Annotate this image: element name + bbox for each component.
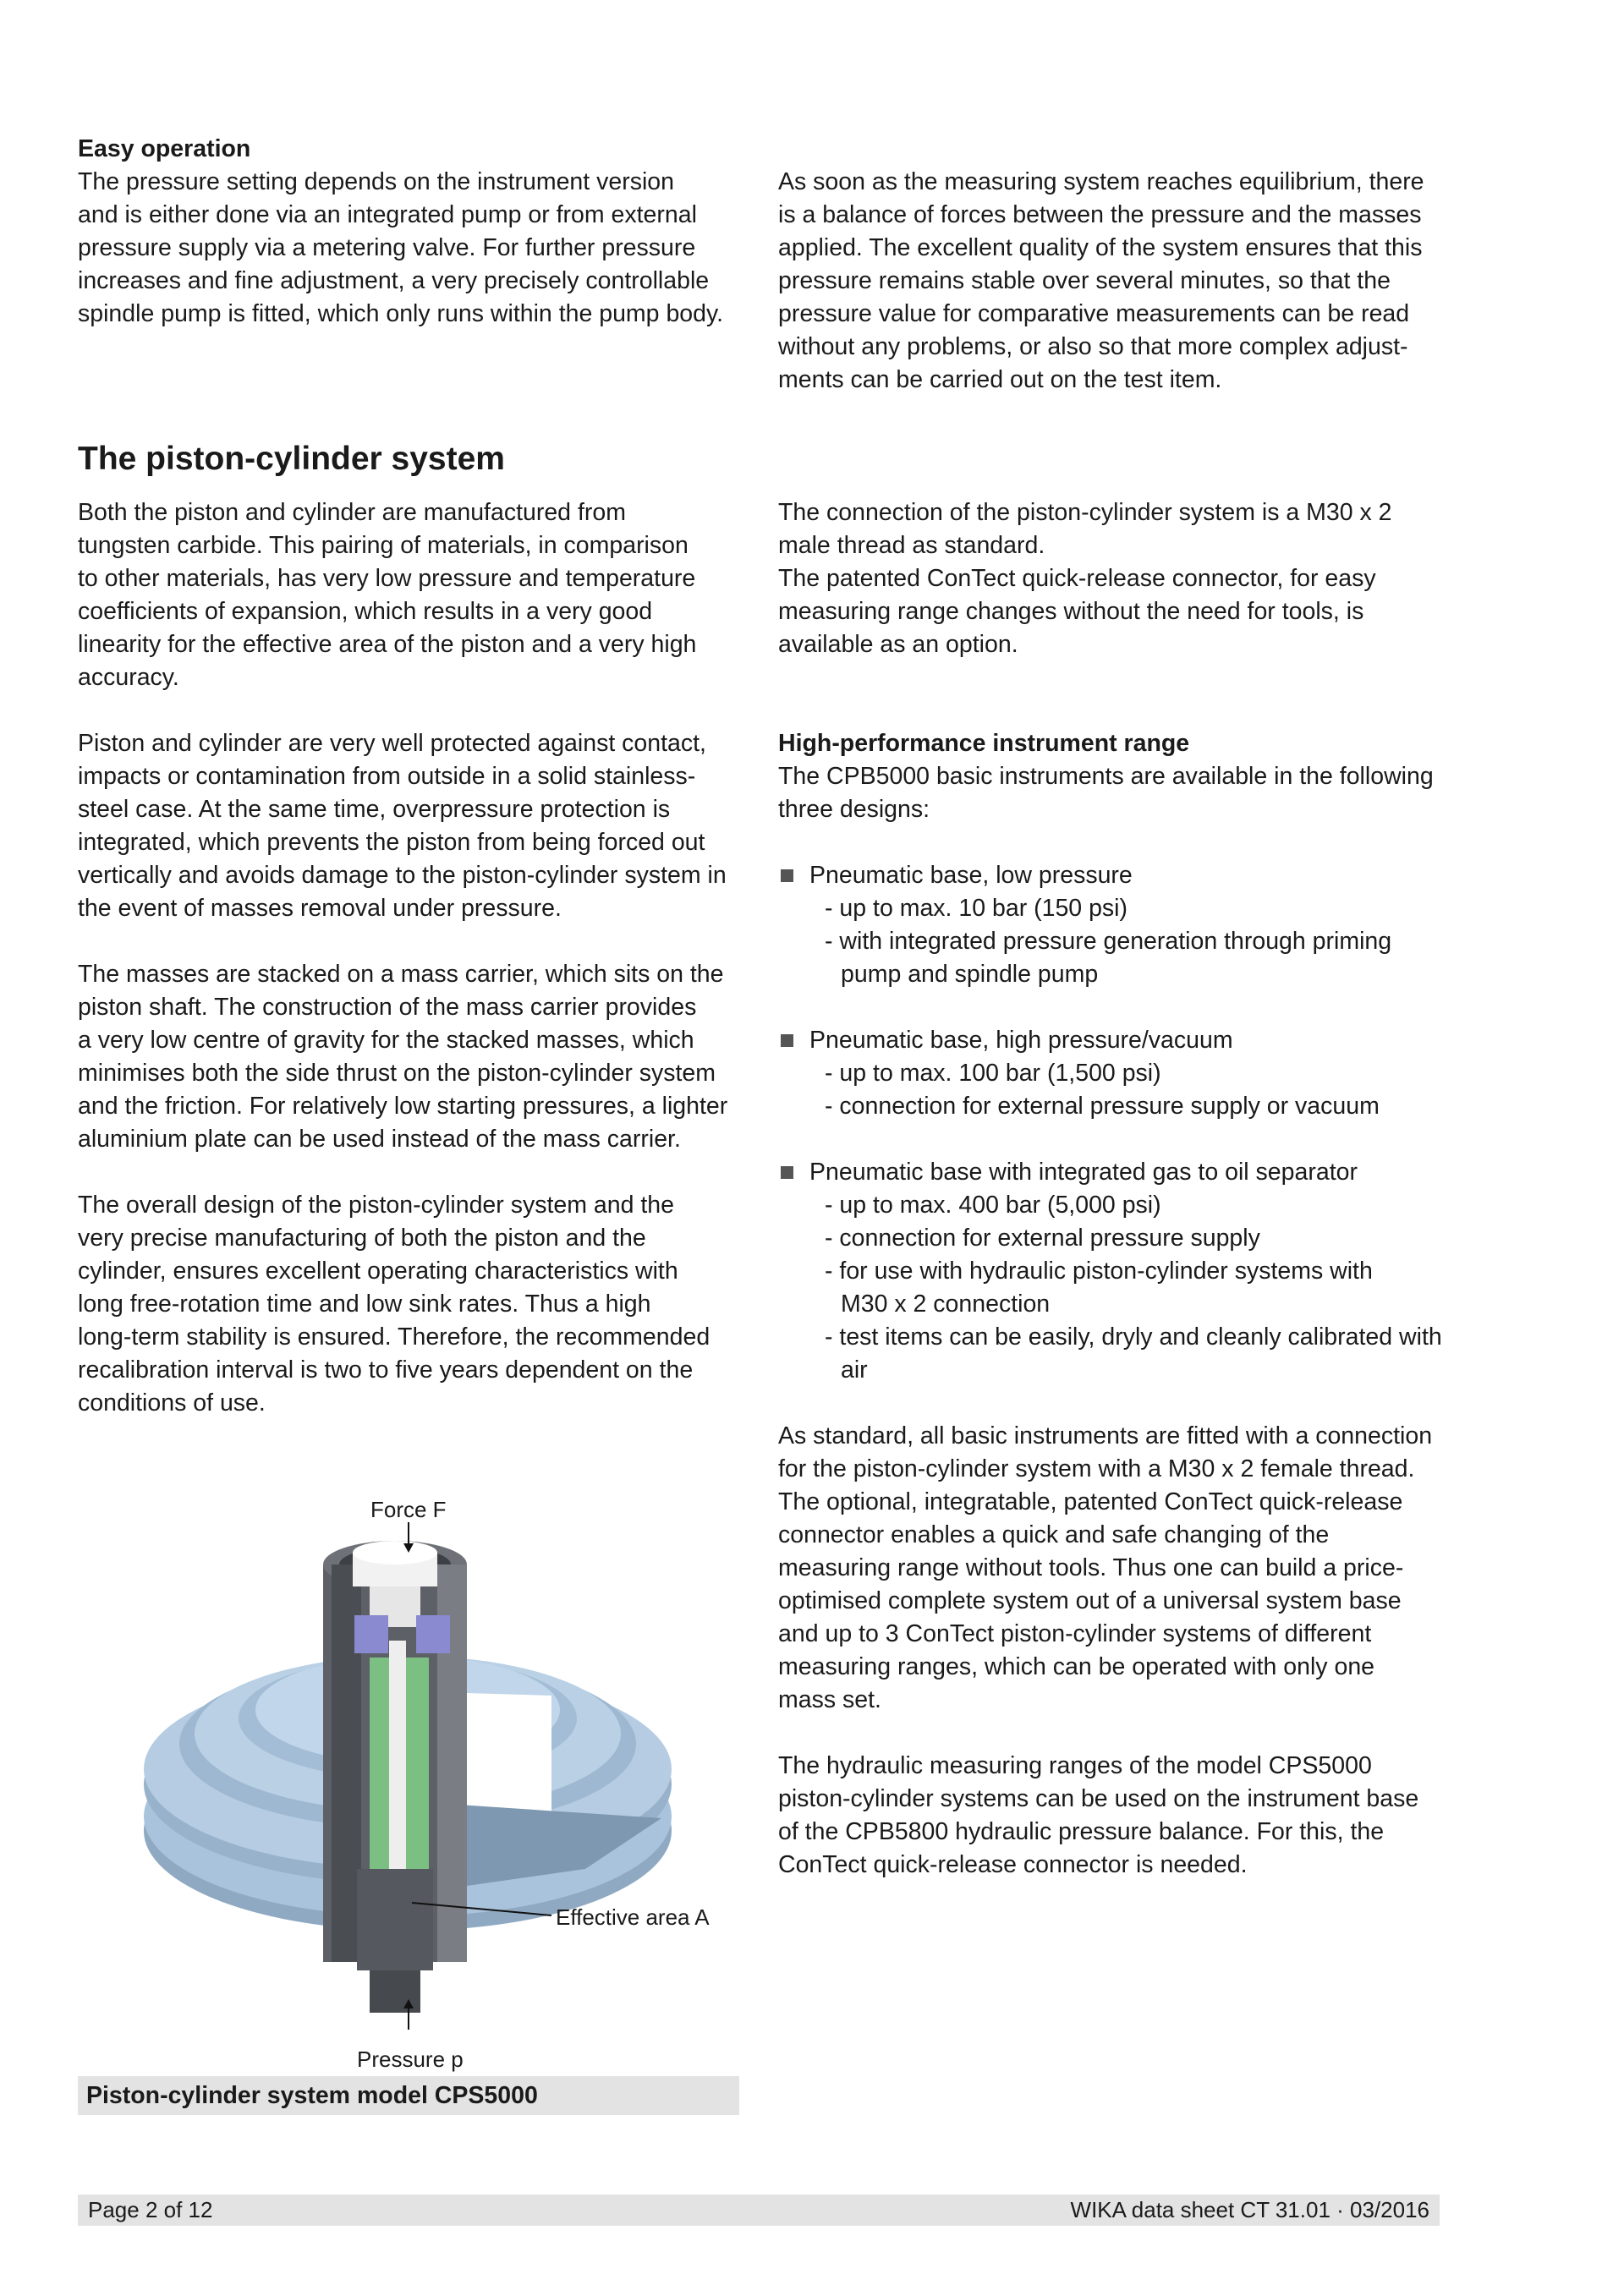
text-line: The hydraulic measuring ranges of the model CPS5000	[778, 1752, 1372, 1779]
text-line: pressure value for comparative measurements can be read	[778, 300, 1410, 327]
text-line: and is either done via an integrated pump or from external	[78, 201, 697, 228]
cps5000-cutaway-image	[78, 1497, 739, 2080]
design-bullet	[778, 1156, 1446, 1387]
piston-right-column	[778, 496, 1446, 1882]
text-line: measuring ranges, which can be operated with only one	[778, 1653, 1375, 1680]
text-line: measuring range without tools. Thus one can build a price-	[778, 1554, 1404, 1581]
text-line: recalibration interval is two to five years dependent on the	[78, 1356, 694, 1384]
bullet-subitem: pump and spindle pump	[841, 961, 1099, 988]
text-line: Both the piston and cylinder are manufactured from	[78, 499, 626, 526]
text-line: vertically and avoids damage to the piston-cylinder system in	[78, 862, 727, 889]
carrier-ring-left	[354, 1615, 388, 1653]
bullet-title: Pneumatic base with integrated gas to oil separator	[809, 1159, 1358, 1186]
text-line: available as an option.	[778, 631, 1018, 658]
text-line: mass set.	[778, 1686, 881, 1713]
text-line: cylinder, ensures excellent operating characteristics with	[78, 1258, 678, 1285]
bullet-subitem: - for use with hydraulic piston-cylinder systems with	[825, 1258, 1373, 1285]
bullet-title: Pneumatic base, high pressure/vacuum	[809, 1027, 1233, 1054]
text-line: coefficients of expansion, which results in a very good	[78, 598, 653, 625]
bullet-subitem: - up to max. 100 bar (1,500 psi)	[825, 1060, 1161, 1087]
bullet-subitem: - connection for external pressure supply	[825, 1225, 1260, 1252]
text-line: The pressure setting depends on the instrument version	[78, 168, 674, 195]
text-line: accuracy.	[78, 664, 179, 691]
easy-operation-left	[78, 133, 746, 331]
text-line: measuring range changes without the need for tools, is	[778, 598, 1364, 625]
text-line: long-term stability is ensured. Therefore, the recommended	[78, 1323, 710, 1351]
text-line: optimised complete system out of a universal system base	[778, 1587, 1402, 1614]
label-force: Force F	[370, 1497, 447, 1522]
piston-left-column	[78, 496, 746, 1420]
text-line: minimises both the side thrust on the piston-cylinder system	[78, 1060, 716, 1087]
equilibrium-text	[778, 166, 1446, 397]
piston-cylinder-illustration	[78, 1497, 739, 2080]
text-line: and the friction. For relatively low starting pressures, a lighter	[78, 1093, 728, 1120]
bullet-subitem: - test items can be easily, dryly and cleanly calibrated with	[825, 1323, 1442, 1351]
easy-operation-right	[778, 166, 1446, 397]
text-line: impacts or contamination from outside in a solid stainless-	[78, 763, 696, 790]
text-line: is a balance of forces between the pressure and the masses	[778, 201, 1422, 228]
standard-paragraph	[778, 1420, 1446, 1717]
bullet-title: Pneumatic base, low pressure	[809, 862, 1133, 889]
bullet-subitem: - up to max. 400 bar (5,000 psi)	[825, 1192, 1161, 1219]
connector-thread	[370, 1970, 420, 2013]
carrier-ring-right	[416, 1615, 450, 1653]
text-line: aluminium plate can be used instead of the mass carrier.	[78, 1126, 681, 1153]
range-heading: High-performance instrument range	[778, 730, 1190, 757]
text-line: ments can be carried out on the test item.	[778, 366, 1222, 393]
text-line: male thread as standard.	[778, 532, 1045, 559]
text-line: piston-cylinder systems can be used on the instrument base	[778, 1785, 1419, 1812]
text-line: piston shaft. The construction of the mass carrier provides	[78, 994, 697, 1021]
text-line: pressure supply via a metering valve. For further pressure	[78, 234, 696, 261]
text-line: The overall design of the piston-cylinder system and the	[78, 1192, 674, 1219]
text-line: The masses are stacked on a mass carrier, which sits on the	[78, 961, 724, 988]
text-line: ConTect quick-release connector is needed.	[778, 1851, 1248, 1878]
easy-operation-heading: Easy operation	[78, 135, 251, 162]
text-line: very precise manufacturing of both the piston and the	[78, 1225, 646, 1252]
text-line: steel case. At the same time, overpressure protection is	[78, 796, 671, 823]
text-line: As soon as the measuring system reaches equilibrium, there	[778, 168, 1424, 195]
bullet-subitem: air	[841, 1356, 868, 1384]
text-line: to other materials, has very low pressure and temperature	[78, 565, 696, 592]
page-footer	[78, 2195, 1440, 2226]
bullet-subitem: - up to max. 10 bar (150 psi)	[825, 895, 1128, 922]
design-bullet	[778, 859, 1446, 991]
connection-text	[778, 496, 1446, 661]
text-line: tungsten carbide. This pairing of materials, in comparison	[78, 532, 689, 559]
mass-carrier-top	[353, 1541, 437, 1564]
text-line: connector enables a quick and safe changing of the	[778, 1521, 1330, 1548]
square-bullet-icon	[781, 869, 793, 882]
text-line: Piston and cylinder are very well protected against contact,	[78, 730, 706, 757]
text-line: three designs:	[778, 796, 930, 823]
page-number: Page 2 of 12	[88, 2197, 213, 2222]
text-line: linearity for the effective area of the piston and a very high	[78, 631, 697, 658]
range-intro	[778, 760, 1446, 826]
square-bullet-icon	[781, 1034, 793, 1047]
text-line: increases and fine adjustment, a very precisely controllable	[78, 267, 710, 294]
section-title: The piston-cylinder system	[78, 441, 505, 477]
paragraph	[78, 496, 746, 694]
text-line: for the piston-cylinder system with a M30 x 2 female thread.	[778, 1455, 1415, 1482]
square-bullet-icon	[781, 1166, 793, 1179]
bullet-subitem: - with integrated pressure generation through priming	[825, 928, 1392, 955]
hydraulic-paragraph	[778, 1750, 1446, 1882]
design-bullet	[778, 1024, 1446, 1123]
bullet-subitem: - connection for external pressure supply or vacuum	[825, 1093, 1380, 1120]
text-line: a very low centre of gravity for the stacked masses, which	[78, 1027, 694, 1054]
label-pressure: Pressure p	[357, 2047, 464, 2072]
text-line: As standard, all basic instruments are fitted with a connection	[778, 1422, 1433, 1449]
text-line: The optional, integratable, patented ConTect quick-release	[778, 1488, 1403, 1515]
text-line: of the CPB5800 hydraulic pressure balance. For this, the	[778, 1818, 1385, 1845]
figure-caption: Piston-cylinder system model CPS5000	[78, 2076, 739, 2115]
design-list	[778, 859, 1446, 1420]
text-line: The connection of the piston-cylinder system is a M30 x 2	[778, 499, 1392, 526]
text-line: conditions of use.	[78, 1389, 266, 1417]
text-line: applied. The excellent quality of the system ensures that this	[778, 234, 1423, 261]
text-line: integrated, which prevents the piston from being forced out	[78, 829, 705, 856]
lower-stem	[357, 1869, 433, 1970]
text-line: without any problems, or also so that more complex adjust-	[778, 333, 1408, 360]
label-effective-area: Effective area A	[556, 1904, 710, 1930]
easy-operation-text	[78, 166, 746, 331]
bullet-subitem: M30 x 2 connection	[841, 1290, 1051, 1318]
paragraph	[78, 1189, 746, 1420]
text-line: The patented ConTect quick-release connector, for easy	[778, 565, 1376, 592]
document-reference: WIKA data sheet CT 31.01 · 03/2016	[1070, 2197, 1429, 2222]
text-line: spindle pump is fitted, which only runs within the pump body.	[78, 300, 724, 327]
paragraph	[78, 958, 746, 1156]
paragraph	[78, 727, 746, 925]
text-line: The CPB5000 basic instruments are available in the following	[778, 763, 1434, 790]
text-line: long free-rotation time and low sink rates. Thus a high	[78, 1290, 651, 1318]
text-line: and up to 3 ConTect piston-cylinder systems of different	[778, 1620, 1372, 1647]
text-line: pressure remains stable over several minutes, so that the	[778, 267, 1391, 294]
text-line: the event of masses removal under pressure.	[78, 895, 562, 922]
